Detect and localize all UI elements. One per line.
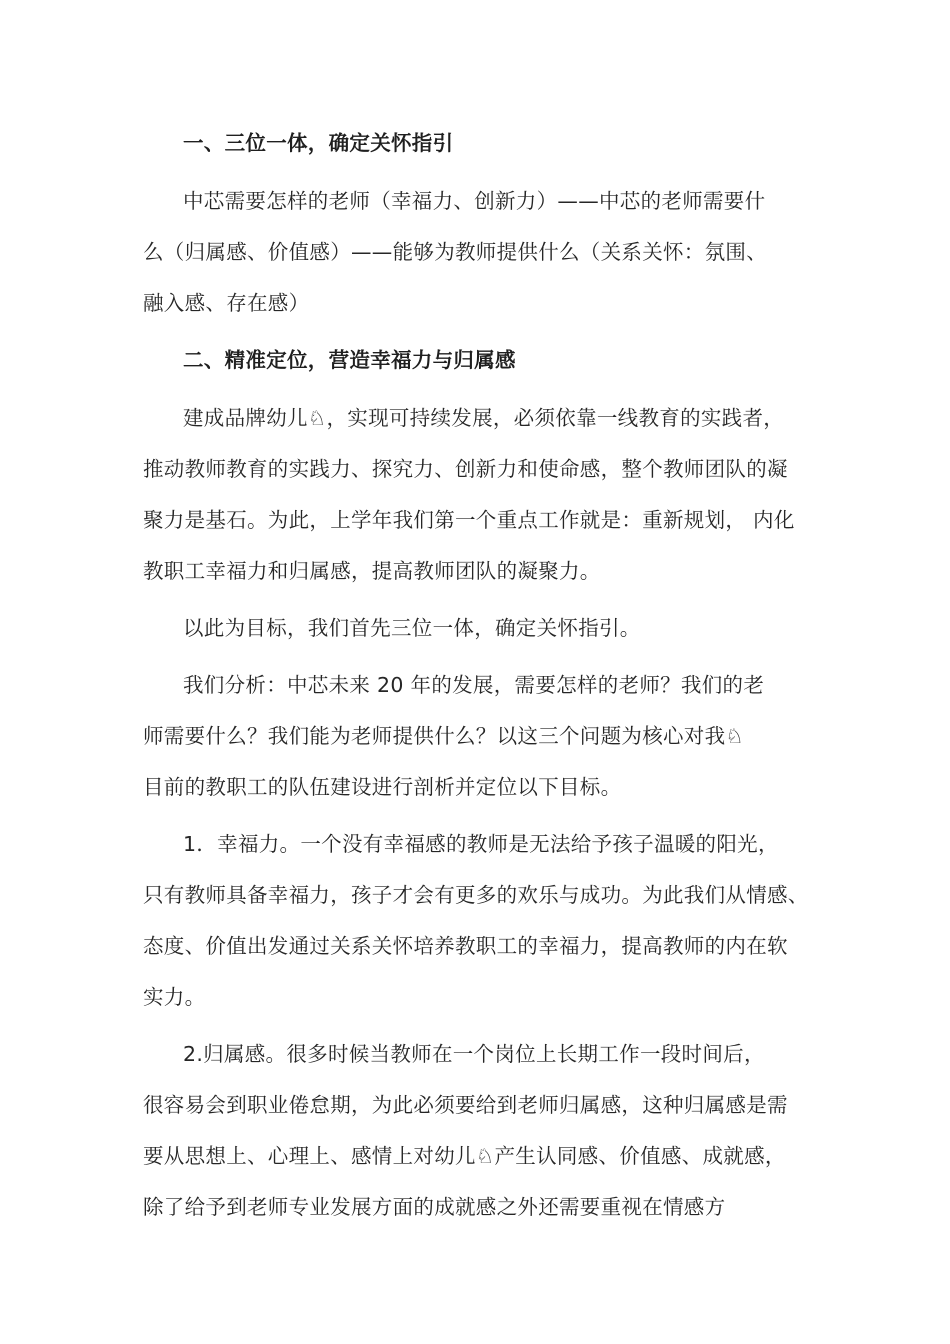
paragraph-1 <box>143 176 823 329</box>
paragraph-line: 只有教师具备幸福力，孩子才会有更多的欢乐与成功。为此我们从情感、 <box>143 883 809 907</box>
paragraph-4 <box>143 660 823 813</box>
paragraph-line: 目前的教职工的队伍建设进行剖析并定位以下目标。 <box>143 775 622 799</box>
paragraph-line: 中芯需要怎样的老师（幸福力、创新力）——中芯的老师需要什 <box>183 189 766 213</box>
paragraph-line: 教职工幸福力和归属感，提高教师团队的凝聚力。 <box>143 559 601 583</box>
paragraph-line: 2.归属感。很多时候当教师在一个岗位上长期工作一段时间后， <box>183 1042 765 1066</box>
paragraph-line: 要从思想上、心理上、感情上对幼儿♘产生认同感、价值感、成就感， <box>143 1144 786 1168</box>
paragraph-line: 我们分析：中芯未来 20 年的发展，需要怎样的老师？我们的老 <box>183 673 765 697</box>
paragraph-line: 聚力是基石。为此，上学年我们第一个重点工作就是：重新规划， 内化 <box>143 508 795 532</box>
paragraph-5 <box>143 819 823 1023</box>
paragraph-line: 态度、价值出发通过关系关怀培养教职工的幸福力，提高教师的内在软 <box>143 934 788 958</box>
paragraph-line: 实力。 <box>143 985 206 1009</box>
paragraph-line: 么（归属感、价值感）——能够为教师提供什么（关系关怀：氛围、 <box>143 240 767 264</box>
paragraph-line: 1．幸福力。一个没有幸福感的教师是无法给予孩子温暖的阳光， <box>183 832 779 856</box>
paragraph-3 <box>143 603 823 654</box>
paragraph-2 <box>143 393 823 597</box>
paragraph-line: 师需要什么？我们能为老师提供什么？以这三个问题为核心对我♘ <box>143 724 745 748</box>
document-body <box>143 118 823 1233</box>
paragraph-line: 以此为目标，我们首先三位一体，确定关怀指引。 <box>183 616 641 640</box>
paragraph-line: 除了给予到老师专业发展方面的成就感之外还需要重视在情感方 <box>143 1195 726 1219</box>
paragraph-line: 很容易会到职业倦怠期，为此必须要给到老师归属感，这种归属感是需 <box>143 1093 788 1117</box>
paragraph-6 <box>143 1029 823 1233</box>
section-heading-1: 一、三位一体，确定关怀指引 <box>183 131 454 155</box>
section-heading-2: 二、精准定位，营造幸福力与归属感 <box>183 348 516 372</box>
paragraph-line: 融入感、存在感） <box>143 291 310 315</box>
paragraph-line: 建成品牌幼儿♘，实现可持续发展，必须依靠一线教育的实践者， <box>183 406 785 430</box>
paragraph-line: 推动教师教育的实践力、探究力、创新力和使命感，整个教师团队的凝 <box>143 457 788 481</box>
